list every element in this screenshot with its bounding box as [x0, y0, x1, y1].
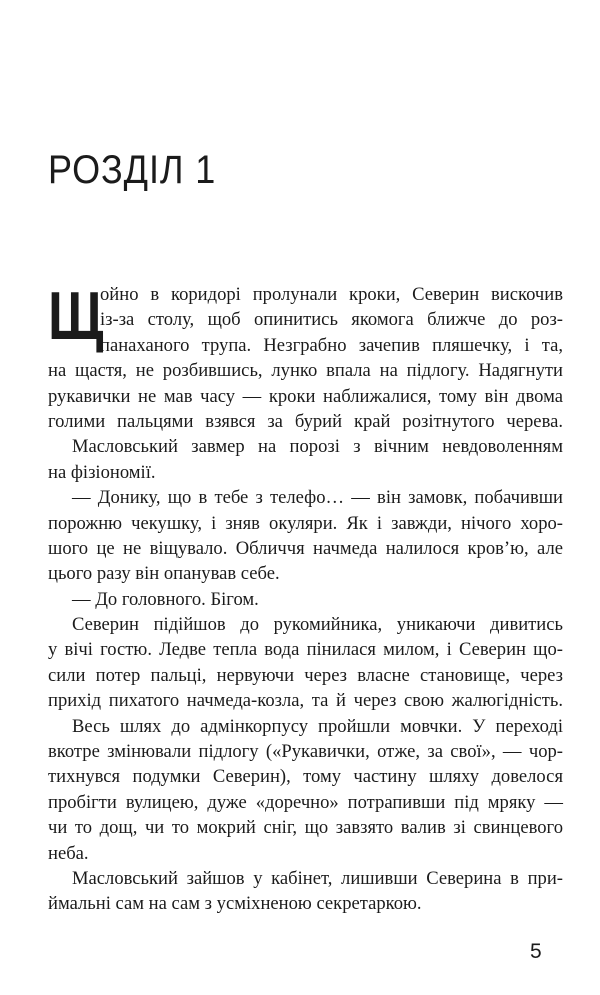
text-line: шого це не віщувало. Обличчя начмеда налилося кров’ю, але	[48, 537, 563, 559]
text-line: вкотре змінювали підлогу («Рукавички, отже, за свої», — чор-	[48, 741, 563, 763]
text-line: панаханого трупа. Незграбно зачепив пляшечку, і та,	[100, 334, 563, 356]
text-line: тихнувся подумки Северин), тому частину шляху довелося	[48, 766, 563, 788]
text-line: цього разу він опанував себе.	[48, 563, 280, 585]
text-line: — До головного. Бігом.	[72, 588, 259, 610]
drop-cap: Щ	[48, 278, 104, 354]
text-line: неба.	[48, 842, 89, 864]
text-line: голими пальцями взявся за бурий край розітнутого черева.	[48, 410, 563, 432]
text-line: Масловський зайшов у кабінет, лишивши Северина в при-	[72, 867, 563, 889]
text-line: із-за столу, щоб опинитись якомога ближче до роз-	[100, 309, 563, 331]
text-line: рукавички не мав часу — кроки наближалися, тому він двома	[48, 385, 563, 407]
text-line: порожню чекушку, і зняв окуляри. Як і завжди, нічого хоро-	[48, 512, 563, 534]
body-text	[48, 278, 563, 917]
page-number: 5	[530, 940, 542, 963]
text-line: Северин підійшов до рукомийника, уникаючи дивитись	[72, 614, 563, 636]
text-line: прихід пихатого начмеда-козла, та й через свою жалюгідність.	[48, 690, 563, 712]
text-line: пробігти вулицею, дуже «доречно» потрапивши під мряку —	[48, 791, 563, 813]
chapter-title: РОЗДІЛ 1	[48, 148, 217, 192]
text-line: Весь шлях до адмінкорпусу пройшли мовчки. У переході	[72, 715, 563, 737]
text-line: чи то дощ, чи то мокрий сніг, що завзято валив зі свинцевого	[48, 817, 563, 839]
text-line: Масловський завмер на порозі з вічним невдоволенням	[72, 436, 563, 458]
text-line: — Донику, що в тебе з телефо… — він замовк, побачивши	[72, 487, 563, 509]
text-line: у вічі гостю. Ледве тепла вода пінилася милом, і Северин що-	[48, 639, 563, 661]
text-line: сили потер пальці, нервуючи через власне становище, через	[48, 664, 563, 686]
text-line: на фізіономії.	[48, 461, 156, 483]
text-line: на щастя, не розбившись, лунко впала на підлогу. Надягнути	[48, 360, 563, 382]
text-line: ймальні сам на сам з усміхненою секретаркою.	[48, 893, 422, 915]
text-line: ойно в коридорі пролунали кроки, Северин вискочив	[100, 284, 563, 305]
